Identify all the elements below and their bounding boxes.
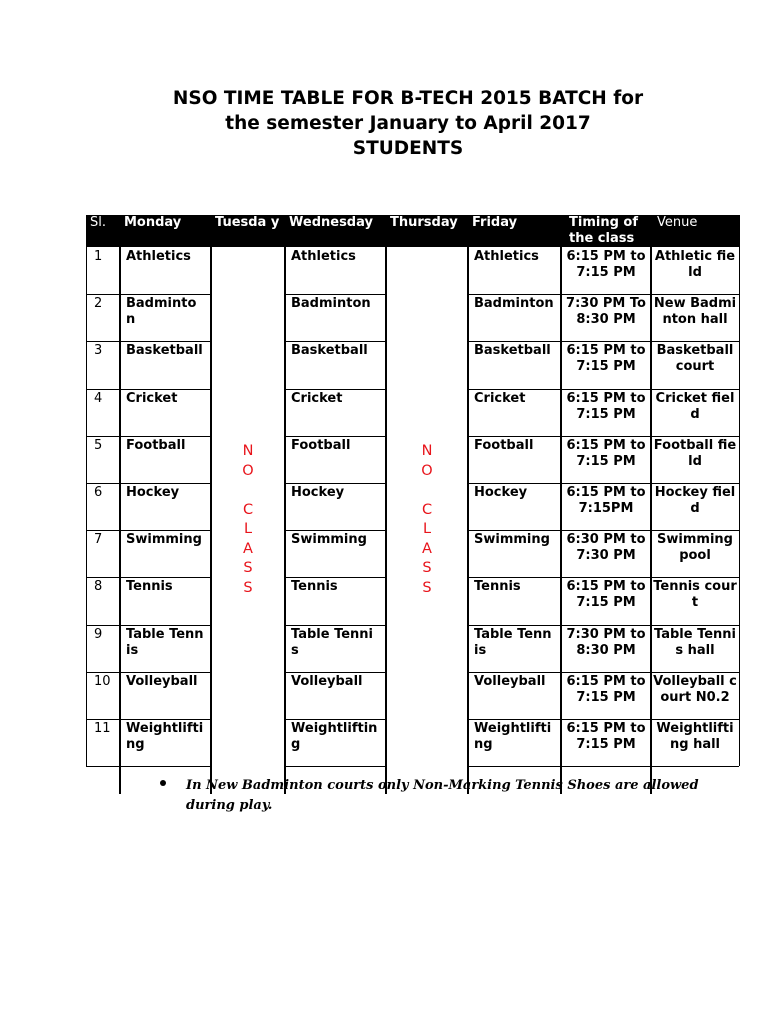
no-class-letter: S	[243, 579, 253, 596]
cell-sl: 9	[94, 627, 103, 642]
cell-wednesday: Table Tennis	[291, 627, 373, 658]
cell-venue: Table Tennis hall	[654, 627, 736, 658]
row-rule-8-2	[468, 625, 739, 626]
cell-sl: 3	[94, 343, 103, 358]
cell-venue: Cricket field	[655, 391, 735, 422]
row-rule-10-1	[285, 719, 386, 720]
cell-sl: 8	[94, 579, 103, 594]
cell-sl: 5	[94, 438, 103, 453]
cell-friday: Volleyball	[474, 674, 546, 689]
cell-friday: Football	[474, 438, 534, 453]
cell-monday: Volleyball	[126, 674, 198, 689]
cell-venue: Volleyball court N0.2	[653, 674, 737, 705]
row-rule-6-2	[468, 530, 739, 531]
row-rule-1-2	[468, 294, 739, 295]
cell-sl: 7	[94, 532, 103, 547]
row-rule-4-0	[86, 436, 211, 437]
no-class-letter: N	[421, 443, 433, 459]
no-class-letter	[412, 481, 442, 501]
row-rule-1-1	[285, 294, 386, 295]
cell-timing: 6:15 PM to 7:15 PM	[566, 674, 646, 705]
no-class-letter: L	[243, 521, 253, 537]
cell-friday: Table Tennis	[474, 627, 552, 658]
row-rule-8-1	[285, 625, 386, 626]
row-rule-bottom-1	[285, 766, 386, 767]
cell-sl: 11	[94, 721, 111, 736]
cell-monday: Athletics	[126, 249, 191, 264]
cell-wednesday: Hockey	[291, 485, 345, 500]
cell-sl: 6	[94, 485, 103, 500]
row-rule-10-2	[468, 719, 739, 720]
row-rule-5-2	[468, 483, 739, 484]
header-venue: Venue	[651, 215, 739, 247]
cell-sl: 10	[94, 674, 111, 689]
cell-friday: Weightlifting	[474, 721, 552, 752]
row-rule-2-0	[86, 341, 211, 342]
header-timing: Timing of the class	[561, 215, 651, 247]
no-class-letter: S	[243, 560, 253, 576]
row-rule-10-0	[86, 719, 211, 720]
cell-sl: 4	[94, 391, 103, 406]
row-rule-2-1	[285, 341, 386, 342]
footnote: In New Badminton courts only Non-Marking Tennis Shoes are allowed during play.	[186, 778, 699, 813]
cell-venue: Weightlifting hall	[656, 721, 734, 752]
cell-timing: 6:30 PM to 7:30 PM	[566, 532, 646, 563]
row-rule-3-2	[468, 389, 739, 390]
cell-timing: 6:15 PM to 7:15PM	[566, 485, 646, 516]
row-rule-6-1	[285, 530, 386, 531]
cell-timing: 6:15 PM to 7:15 PM	[566, 391, 646, 422]
row-rule-bottom-2	[468, 766, 739, 767]
row-rule-3-1	[285, 389, 386, 390]
cell-monday: Weightlifting	[126, 721, 204, 752]
header-wednesday: Wednesday	[285, 215, 386, 247]
column-rule-right	[739, 215, 740, 766]
cell-monday: Swimming	[126, 532, 202, 547]
cell-venue: Tennis court	[653, 579, 737, 610]
header-sl: Sl.	[86, 215, 120, 247]
cell-venue: Basketball court	[656, 343, 734, 374]
cell-monday: Table Tennis	[126, 627, 204, 658]
cell-venue: Swimming pool	[657, 532, 733, 563]
cell-wednesday: Cricket	[291, 391, 343, 406]
bullet-icon	[160, 780, 166, 786]
header-friday: Friday	[468, 215, 561, 247]
cell-monday: Basketball	[126, 343, 203, 358]
cell-wednesday: Tennis	[291, 579, 338, 594]
cell-timing: 6:15 PM to 7:15 PM	[566, 721, 646, 752]
cell-friday: Hockey	[474, 485, 528, 500]
cell-wednesday: Football	[291, 438, 351, 453]
row-rule-1-0	[86, 294, 211, 295]
cell-wednesday: Athletics	[291, 249, 356, 264]
no-class-letter: O	[242, 462, 254, 479]
row-rule-2-2	[468, 341, 739, 342]
no-class-letter: S	[422, 579, 432, 596]
cell-monday: Cricket	[126, 391, 178, 406]
no-class-letter: N	[242, 443, 254, 459]
cell-venue: Athletic field	[654, 249, 736, 280]
row-rule-3-0	[86, 389, 211, 390]
cell-timing: 6:15 PM to 7:15 PM	[566, 579, 646, 610]
cell-monday: Badminton	[126, 296, 197, 327]
header-tuesday: Tuesda y	[211, 215, 285, 247]
cell-wednesday: Badminton	[291, 296, 371, 311]
row-rule-5-0	[86, 483, 211, 484]
cell-venue: Hockey field	[654, 485, 736, 516]
page-title	[0, 86, 768, 161]
cell-friday: Basketball	[474, 343, 551, 358]
no-class-letter: O	[421, 462, 433, 479]
cell-venue: New Badminton hall	[653, 296, 737, 327]
cell-monday: Tennis	[126, 579, 173, 594]
no-class-letter: L	[422, 521, 432, 537]
title-line-1: NSO TIME TABLE FOR B-TECH 2015 BATCH for	[172, 88, 644, 109]
row-rule-9-1	[285, 672, 386, 673]
cell-friday: Swimming	[474, 532, 550, 547]
cell-timing: 7:30 PM To 8:30 PM	[566, 296, 646, 327]
cell-sl: 2	[94, 296, 103, 311]
no-class-letter: S	[422, 560, 432, 576]
row-rule-4-1	[285, 436, 386, 437]
cell-wednesday: Basketball	[291, 343, 368, 358]
cell-sl: 1	[94, 249, 103, 264]
cell-timing: 6:15 PM to 7:15 PM	[566, 249, 646, 280]
no-class-letter	[233, 481, 263, 501]
no-class-thursday	[412, 442, 442, 598]
cell-wednesday: Volleyball	[291, 674, 363, 689]
row-rule-7-2	[468, 577, 739, 578]
no-class-letter: A	[243, 540, 253, 557]
title-line-2: the semester January to April 2017	[225, 113, 591, 134]
row-rule-7-0	[86, 577, 211, 578]
no-class-letter: C	[242, 501, 254, 518]
cell-timing: 6:15 PM to 7:15 PM	[566, 343, 646, 374]
title-line-3: STUDENTS	[352, 138, 464, 159]
row-rule-bottom-0	[86, 766, 211, 767]
no-class-letter: A	[422, 540, 432, 557]
row-rule-4-2	[468, 436, 739, 437]
cell-venue: Football field	[653, 438, 737, 469]
cell-timing: 7:30 PM to 8:30 PM	[566, 627, 646, 658]
row-rule-9-2	[468, 672, 739, 673]
row-rule-7-1	[285, 577, 386, 578]
cell-wednesday: Weightlifting	[291, 721, 378, 752]
header-thursday: Thursday	[386, 215, 468, 247]
no-class-tuesday	[233, 442, 263, 598]
cell-monday: Hockey	[126, 485, 180, 500]
cell-friday: Athletics	[474, 249, 539, 264]
row-rule-9-0	[86, 672, 211, 673]
cell-friday: Cricket	[474, 391, 526, 406]
cell-timing: 6:15 PM to 7:15 PM	[566, 438, 646, 469]
no-class-letter: C	[421, 501, 433, 518]
cell-friday: Tennis	[474, 579, 521, 594]
header-monday: Monday	[120, 215, 211, 247]
cell-wednesday: Swimming	[291, 532, 367, 547]
row-rule-8-0	[86, 625, 211, 626]
row-rule-6-0	[86, 530, 211, 531]
cell-monday: Football	[126, 438, 186, 453]
cell-friday: Badminton	[474, 296, 554, 311]
row-rule-5-1	[285, 483, 386, 484]
